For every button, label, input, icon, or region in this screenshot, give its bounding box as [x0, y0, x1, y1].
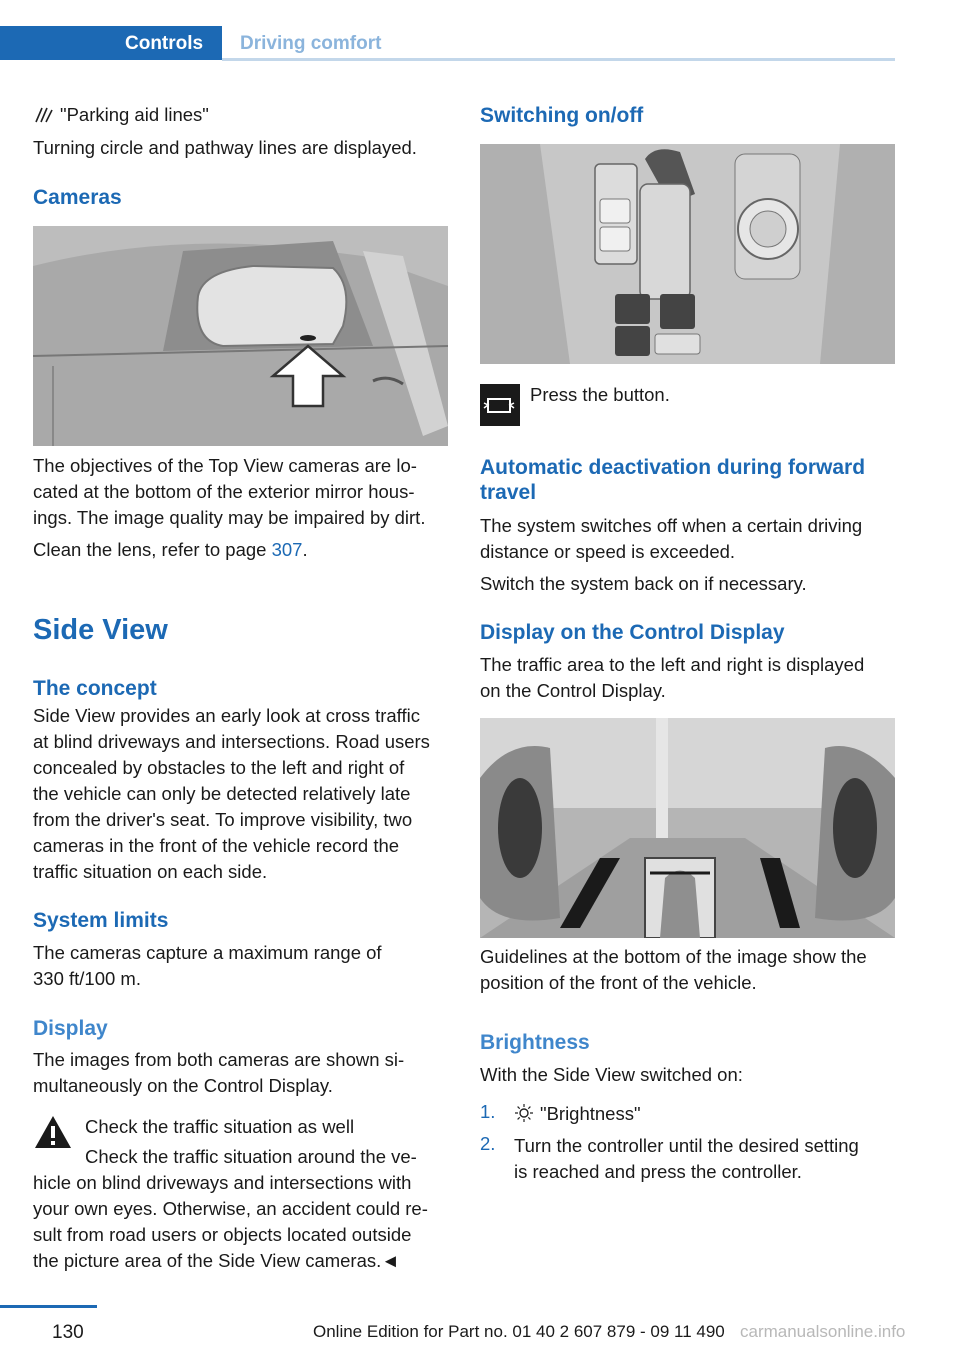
concept-line: traffic situation on each side.	[33, 861, 268, 882]
system-limits-heading: System limits	[33, 909, 169, 932]
header-rule	[222, 58, 895, 61]
parking-aid-desc: Turning circle and pathway lines are displayed.	[33, 137, 417, 158]
auto-deactivation-heading-2: travel	[480, 481, 537, 504]
tab-controls[interactable]: Controls	[125, 33, 204, 54]
concept-line: concealed by obstacles to the left and right of	[33, 757, 405, 778]
warning-line: the picture area of the Side View cameras.◄	[33, 1250, 400, 1271]
step-2	[480, 1133, 900, 1189]
warning-line: your own eyes. Otherwise, an accident could re-	[33, 1198, 428, 1219]
warning-line: Check the traffic situation around the ve-	[85, 1146, 417, 1167]
cameras-text-1: The objectives of the Top View cameras are lo-	[33, 455, 417, 476]
concept-line: the vehicle can only be detected relatively late	[33, 783, 411, 804]
step-1	[480, 1101, 900, 1131]
guidelines-text-2: position of the front of the vehicle.	[480, 972, 757, 993]
clean-lens-end: .	[302, 539, 308, 560]
brightness-icon	[514, 1103, 534, 1128]
cameras-text-3: ings. The image quality may be impaired by dirt.	[33, 507, 426, 528]
concept-paragraph	[33, 703, 453, 885]
concept-line: from the driver's seat. To improve visibility, two	[33, 809, 413, 830]
switching-heading: Switching on/off	[480, 104, 644, 127]
limits-line-2: 330 ft/100 m.	[33, 968, 141, 989]
concept-line: Side View provides an early look at cross traffic	[33, 705, 420, 726]
page-number: 130	[52, 1322, 84, 1343]
control-display-text-1: The traffic area to the left and right is displayed	[480, 654, 865, 675]
side-view-heading: Side View	[33, 614, 168, 646]
console-image	[480, 144, 895, 364]
concept-line: cameras in the front of the vehicle record the	[33, 835, 400, 856]
step-number: 1.	[480, 1101, 496, 1122]
mirror-camera-image	[33, 226, 448, 446]
warning-triangle-icon	[33, 1114, 73, 1150]
footer-rule	[0, 1305, 97, 1308]
side-view-button-icon[interactable]	[480, 384, 520, 426]
page-link-307[interactable]: 307	[271, 539, 303, 560]
auto-deactivation-heading-1: Automatic deactivation during forward	[480, 456, 866, 479]
step-number: 2.	[480, 1133, 496, 1154]
parking-aid-title: "Parking aid lines"	[60, 104, 209, 125]
warning-line: sult from road users or objects located outside	[33, 1224, 412, 1245]
brightness-heading: Brightness	[480, 1031, 590, 1054]
warning-line: hicle on blind driveways and intersections with	[33, 1172, 412, 1193]
display-line-2: multaneously on the Control Display.	[33, 1075, 333, 1096]
limits-line-1: The cameras capture a maximum range of	[33, 942, 382, 963]
auto-text-2: distance or speed is exceeded.	[480, 541, 736, 562]
auto-text-1: The system switches off when a certain driving	[480, 515, 863, 536]
control-display-text-2: on the Control Display.	[480, 680, 666, 701]
edition-text: Online Edition for Part no. 01 40 2 607 879 - 09 11 490	[313, 1322, 725, 1341]
display-line-1: The images from both cameras are shown si-	[33, 1049, 405, 1070]
cameras-heading: Cameras	[33, 186, 122, 209]
brightness-intro: With the Side View switched on:	[480, 1064, 743, 1085]
parking-lines-icon	[33, 104, 53, 124]
display-heading: Display	[33, 1017, 108, 1040]
concept-line: at blind driveways and intersections. Road users	[33, 731, 430, 752]
concept-heading: The concept	[33, 677, 157, 700]
cameras-text-2: cated at the bottom of the exterior mirror hous-	[33, 481, 415, 502]
clean-lens-label: Clean the lens, refer to page	[33, 539, 272, 560]
press-button-text: Press the button.	[530, 384, 670, 405]
auto-text-3: Switch the system back on if necessary.	[480, 573, 807, 594]
step-text: "Brightness"	[540, 1103, 641, 1124]
step-text: is reached and press the controller.	[514, 1161, 802, 1182]
step-text: Turn the controller until the desired setting	[514, 1135, 859, 1156]
side-view-display-image	[480, 718, 895, 938]
clean-lens-text	[33, 537, 453, 563]
warning-title: Check the traffic situation as well	[85, 1116, 355, 1137]
watermark: carmanualsonline.info	[740, 1322, 906, 1341]
warning-block	[33, 1114, 453, 1274]
tab-driving-comfort[interactable]: Driving comfort	[240, 33, 382, 54]
control-display-heading: Display on the Control Display	[480, 621, 785, 644]
guidelines-text-1: Guidelines at the bottom of the image show the	[480, 946, 867, 967]
